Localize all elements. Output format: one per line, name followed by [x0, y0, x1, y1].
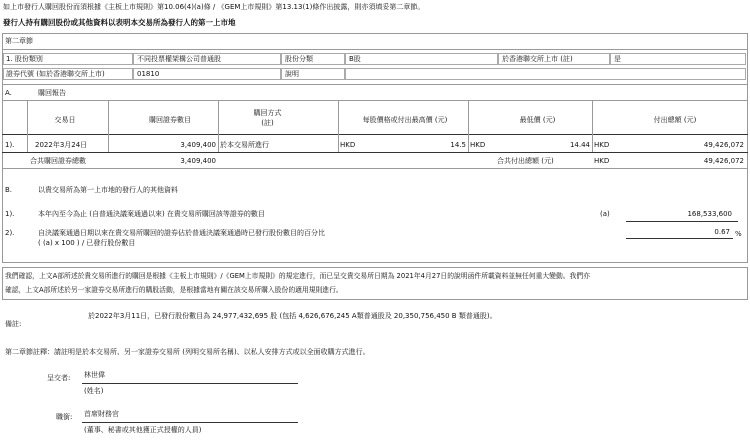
col-header-highest: 每股價格或付出最高價 (元) — [362, 116, 448, 124]
col-header-total: 付出總額 (元) — [653, 116, 697, 124]
name-caption: (姓名) — [84, 387, 104, 395]
percent-unit: % — [735, 230, 742, 238]
confirmation-line2: 確認，上文A部所述於另一家證券交易所進行的購股活動，是根據當地有關在該交易所購入股份的適用規則進行。 — [5, 286, 343, 294]
row-high-value: 14.5 — [450, 141, 466, 149]
col-rule — [592, 101, 593, 152]
part-b-item1-text: 本年內至今為止 (自普通決議案通過以來) 在貴交易所購回該等證券的數目 — [38, 210, 265, 218]
part-b-item2-text-line2: ( (a) x 100 ) / 已發行股份數目 — [38, 239, 136, 247]
row-low-value: 14.44 — [569, 141, 590, 149]
intro-text: 如上市發行人購回股份而須根據《主板上市規則》第10.06(4)(a)條 / 《GEM上市規則》第13.13(1)條作出披露，則亦須填妥第二章節。 — [3, 3, 425, 11]
submitted-by-label: 呈交者: — [47, 374, 71, 382]
signature-line — [82, 422, 298, 423]
row-low-currency: HKD — [470, 141, 486, 149]
signature-line — [82, 383, 298, 384]
part-b-item2-text-line1: 自決議案通過日期以來在貴交易所購回的證券佔於普通決議案通過時已發行股份數目的百分比 — [38, 229, 325, 237]
divider — [2, 49, 748, 50]
stock-code-value: 01810 — [137, 70, 160, 78]
col-rule — [338, 101, 339, 152]
part-two-heading: 第二章節 — [5, 37, 33, 45]
divider — [2, 84, 748, 85]
row-date: 2022年3月24日 — [35, 141, 88, 149]
sum-paid-label: 合共付出總額 (元) — [497, 157, 554, 165]
remarks-label: 備註: — [5, 320, 22, 328]
share-class-label: 1. 股份類別 — [6, 55, 43, 63]
sum-shares-value: 3,409,400 — [180, 157, 216, 165]
row-method: 於本交易所進行 — [220, 141, 269, 149]
part-b-item1-index: 1). — [5, 210, 15, 218]
col-header-lowest: 最低價 (元) — [519, 116, 556, 124]
part-b-item1-tag: (a) — [600, 210, 610, 218]
part-b-title: 以貴交易所為第一上市地的發行人的其他資料 — [38, 186, 178, 194]
share-class-value: 不同投票權架構公司普通股 — [137, 55, 221, 63]
share-category-value-cell — [345, 53, 498, 65]
col-header-method-note: (註) — [261, 119, 274, 127]
title-value: 首席財務官 — [84, 410, 119, 418]
hk-listed-value: 是 — [614, 55, 621, 63]
value-underline — [626, 238, 733, 239]
share-category-label: 股份分類 — [285, 55, 313, 63]
title-caption: (董事、秘書或其他獲正式授權的人員) — [84, 426, 202, 434]
description-label: 說明 — [285, 70, 299, 78]
part-b-item2-value: 0.67 — [714, 228, 730, 236]
part-a-title: 購回報告 — [38, 89, 66, 97]
part-b-item2-index: 2). — [5, 229, 15, 237]
submitted-by-name: 林世偉 — [84, 371, 105, 379]
col-header-method: 購回方式 — [253, 109, 282, 117]
remarks-text: 於2022年3月11日，已發行股份數目為 24,977,432,695 股 (包括 4,626,676,245 A類普通股及 20,350,756,450 B 類普通股)。 — [88, 312, 497, 320]
value-underline — [626, 221, 738, 222]
col-rule — [468, 101, 469, 152]
col-rule — [27, 101, 28, 152]
row-total-value: 49,426,072 — [703, 141, 744, 149]
stock-code-label: 證券代號 (如於香港聯交所上市) — [6, 70, 105, 78]
sum-shares-label: 合共購回證券總數 — [30, 157, 86, 165]
sum-paid-currency: HKD — [594, 157, 610, 165]
part-b-letter: B. — [5, 186, 13, 194]
confirmation-line1: 我們確認，上文A部所述於貴交易所進行的購回是根據《主板上市規則》/《GEM上市規則》的規定進行，而已呈交貴交易所日期為 2021年4月27日的說明函件所載資料並無任何重大變動。我們亦 — [5, 272, 590, 280]
row-total-currency: HKD — [594, 141, 610, 149]
hk-listed-label: 於香港聯交所上市 (註) — [502, 55, 573, 63]
part-two-note: 第二章節註釋：請註明是於本交易所、另一家證券交易所 (列明交易所名稱)、以私人安排方式或以全面收購方式進行。 — [5, 348, 370, 356]
col-rule — [218, 101, 219, 152]
col-header-shares: 購回證券數目 — [149, 116, 191, 124]
table-rule — [2, 134, 748, 135]
share-category-value: B股 — [349, 55, 361, 63]
part-a-letter: A. — [5, 89, 12, 97]
description-value-cell — [345, 68, 746, 80]
sum-paid-value: 49,426,072 — [703, 157, 744, 165]
part-b-item1-value: 168,533,600 — [687, 210, 732, 218]
row-high-currency: HKD — [340, 141, 356, 149]
table-rule — [2, 168, 748, 169]
hk-listed-value-cell — [610, 53, 746, 65]
row-shares: 3,409,400 — [180, 141, 216, 149]
table-rule — [2, 152, 748, 153]
divider — [2, 100, 748, 101]
title-label: 職銜: — [56, 413, 73, 421]
col-rule — [108, 101, 109, 152]
col-header-date: 交易日 — [54, 116, 76, 124]
section-title: 發行人持有購回股份或其他資料以表明本交易所為發行人的第一上市地 — [3, 18, 236, 27]
row-index: 1). — [5, 141, 15, 149]
